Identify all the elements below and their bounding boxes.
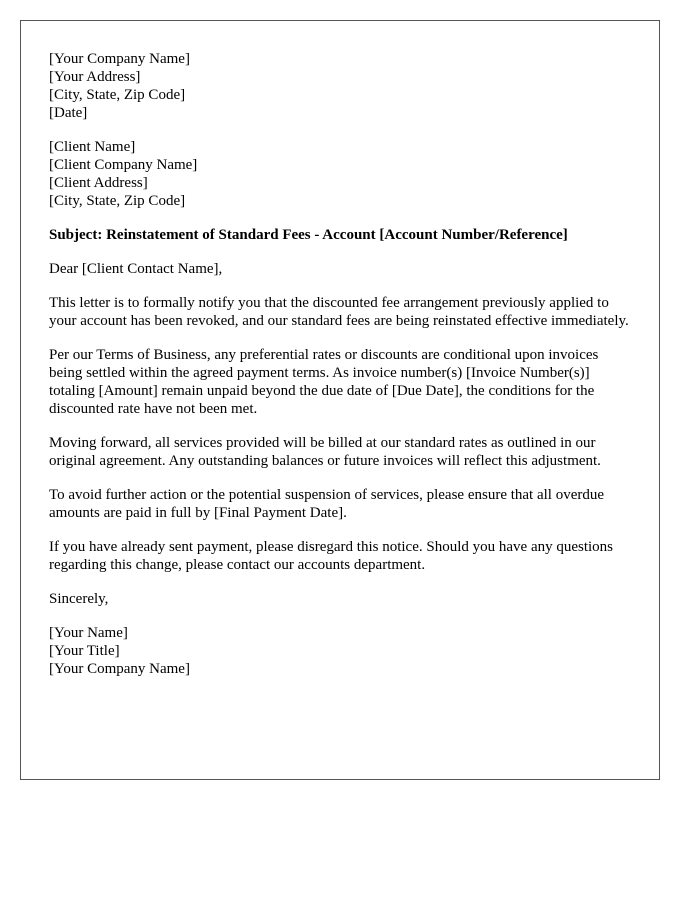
- salutation: Dear [Client Contact Name],: [49, 261, 223, 277]
- sender-city-state-zip: [City, State, Zip Code]: [49, 87, 186, 103]
- body-paragraph-1: This letter is to formally notify you that the discounted fee arrangement previously applied to your account has been revoked, and our standard fees are being reinstated effective immediately.: [49, 295, 629, 329]
- sender-address-block: [49, 50, 631, 122]
- body-paragraph-2: Per our Terms of Business, any preferential rates or discounts are conditional upon invoices being settled within the agreed payment terms. As invoice number(s) [Invoice Number(s)] totaling [Amount] remain unpaid beyond the due date of [Due Date], the conditions for the discounted rate have not been met.: [49, 347, 599, 417]
- sender-address: [Your Address]: [49, 69, 141, 85]
- client-address: [Client Address]: [49, 175, 148, 191]
- body-paragraph-5: If you have already sent payment, please disregard this notice. Should you have any questions regarding this change, please contact our accounts department.: [49, 539, 614, 573]
- sender-company-name: [Your Company Name]: [49, 51, 190, 67]
- letter-page: [20, 20, 660, 780]
- signature-company: [Your Company Name]: [49, 661, 190, 677]
- signature-name: [Your Name]: [49, 625, 128, 641]
- signature-title: [Your Title]: [49, 643, 120, 659]
- signature-block: [49, 624, 631, 678]
- subject-line: Subject: Reinstatement of Standard Fees - Account [Account Number/Reference]: [49, 227, 568, 243]
- body-paragraph-3: Moving forward, all services provided will be billed at our standard rates as outlined in our original agreement. Any outstanding balances or future invoices will reflect this adjustment.: [49, 435, 601, 469]
- client-company-name: [Client Company Name]: [49, 157, 198, 173]
- closing: Sincerely,: [49, 591, 109, 607]
- recipient-address-block: [49, 138, 631, 210]
- client-name: [Client Name]: [49, 139, 136, 155]
- client-city-state-zip: [City, State, Zip Code]: [49, 193, 186, 209]
- body-paragraph-4: To avoid further action or the potential suspension of services, please ensure that all overdue amounts are paid in full by [Final Payment Date].: [49, 487, 605, 521]
- letter-date: [Date]: [49, 105, 88, 121]
